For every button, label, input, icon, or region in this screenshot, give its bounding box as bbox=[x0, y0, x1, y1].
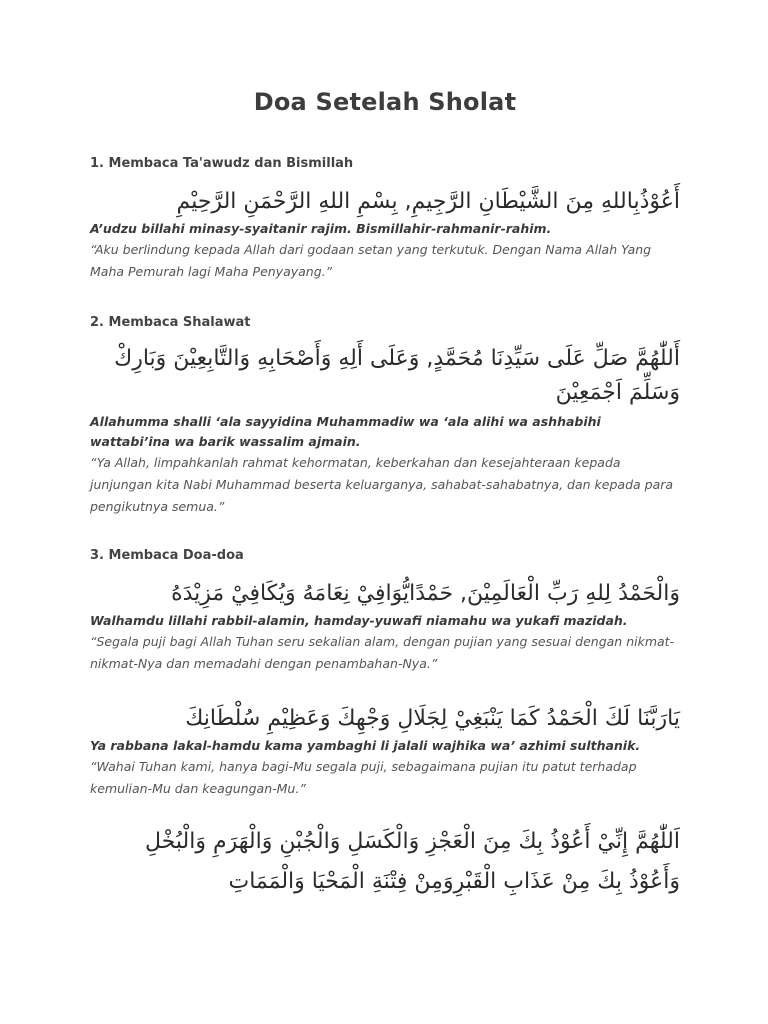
transliteration: Ya rabbana lakal-hamdu kama yambaghi li jalali wajhika wa’ azhimi sulthanik. bbox=[90, 738, 641, 753]
transliteration: Allahumma shalli ‘ala sayyidina Muhammadiw wa ‘ala alihi wa ashhabihi wattabi’ina wa barik wassalim ajmain. bbox=[90, 414, 601, 449]
section-heading: 3. Membaca Doa-doa bbox=[90, 548, 244, 563]
doa-rabbana bbox=[90, 702, 680, 800]
section-taawudz bbox=[90, 156, 680, 283]
transliteration: Walhamdu lillahi rabbil-alamin, hamday-yuwafi niamahu wa yukafi mazidah. bbox=[90, 613, 628, 628]
doa-perlindungan bbox=[90, 822, 680, 902]
arabic-text: أَللّٰهُمَّ صَلِّ عَلَى سَيِّدِنَا مُحَمَّدٍ, وَعَلَى أَلِهِ وَأَصْحَابِهِ وَالتَّابِعِيْنَ وَبَارِكْ وَسَلِّمَ اَجْمَعِيْنَ bbox=[114, 346, 680, 405]
arabic-text: وَالْحَمْدُ لِلهِ رَبِّ الْعَالَمِيْنَ, حَمْدًايُّوَافِيْ نِعَامَهُ وَيُكَافِيْ مَزِيْدَهُ bbox=[171, 581, 680, 606]
meaning: “Wahai Tuhan kami, hanya bagi-Mu segala puji, sebagaimana pujian itu patut terhadap kemulian-Mu dan keagungan-Mu.” bbox=[90, 759, 637, 796]
page-title: Doa Setelah Sholat bbox=[253, 88, 517, 116]
meaning: “Aku berlindung kepada Allah dari godaan setan yang terkutuk. Dengan Nama Allah Yang Maha Pemurah lagi Maha Penyayang.” bbox=[90, 242, 652, 279]
arabic-text: اَللّٰهُمَّ إِنِّيْ أَعُوْذُ بِكَ مِنَ الْعَجْزِ وَالْكَسَلِ وَالْجُبْنِ وَالْهَرَمِ وَالْبُخْلِ وَأَعُوْذُ بِكَ مِنْ عَذَابِ الْقَبْرِوَمِنْ فِتْنَةِ الْمَحْيَا وَالْمَمَاتِ bbox=[145, 829, 680, 894]
section-doa bbox=[90, 548, 680, 675]
transliteration: A’udzu billahi minasy-syaitanir rajim. Bismillahir-rahmanir-rahim. bbox=[90, 221, 552, 236]
arabic-text: يَارَبَّنَا لَكَ الْحَمْدُ كَمَا يَنْبَغِيْ لِجَلَالِ وَجْهِكَ وَعَظِيْمِ سُلْطَانِكَ bbox=[185, 706, 680, 731]
section-shalawat bbox=[90, 315, 680, 518]
section-heading: 2. Membaca Shalawat bbox=[90, 315, 251, 330]
meaning: “Ya Allah, limpahkanlah rahmat kehormatan, keberkahan dan kesejahteraan kepada junjungan kita Nabi Muhammad beserta keluarganya, sahabat-sahabatnya, dan kepada para pengikutnya semua.” bbox=[90, 455, 674, 514]
section-heading: 1. Membaca Ta'awudz dan Bismillah bbox=[90, 156, 354, 171]
meaning: “Segala puji bagi Allah Tuhan seru sekalian alam, dengan pujian yang sesuai dengan nikmat-nikmat-Nya dan memadahi dengan penambahan-Nya.” bbox=[90, 634, 675, 671]
arabic-text: أَعُوْذُبِاللهِ مِنَ الشَّيْطَانِ الرَّجِيمِ, بِسْمِ اللهِ الرَّحْمَنِ الرَّحِيْمِ bbox=[176, 189, 680, 214]
